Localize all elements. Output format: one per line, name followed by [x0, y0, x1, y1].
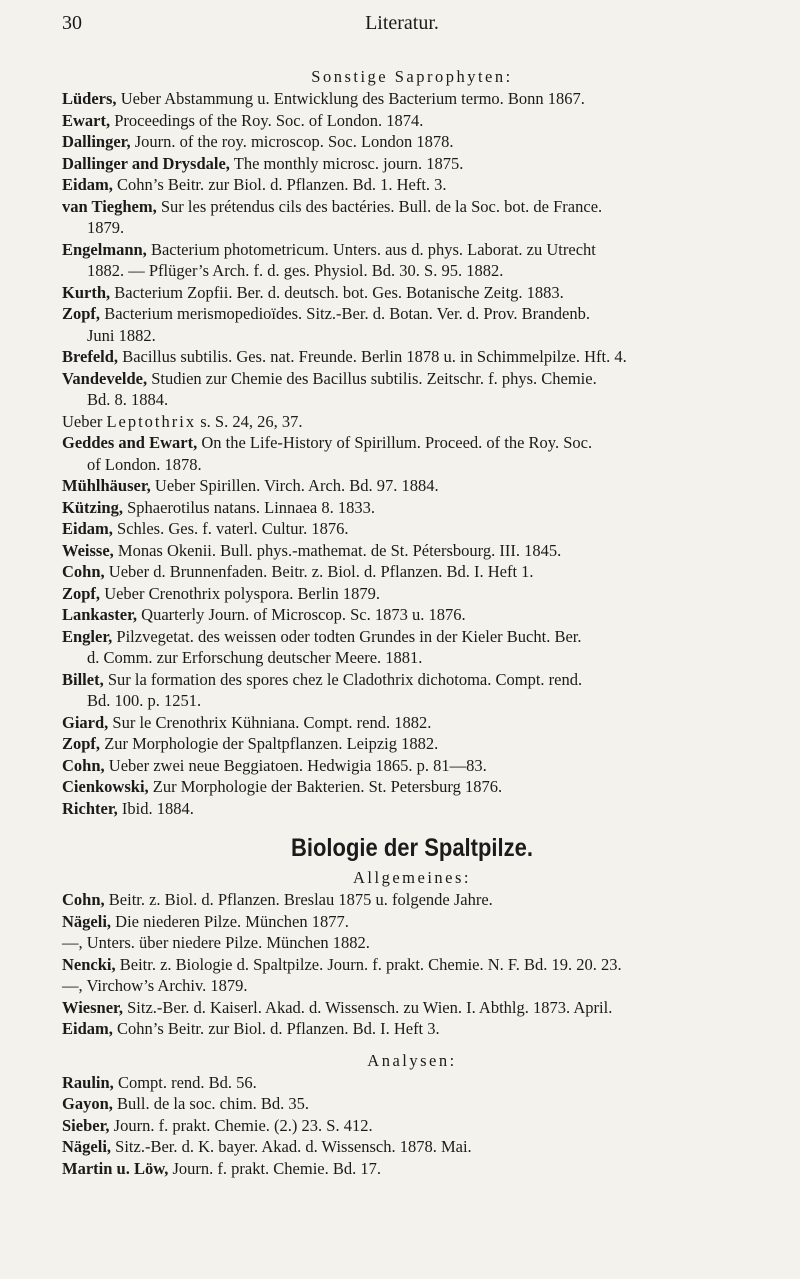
reference-text: Bacillus subtilis. Ges. nat. Freunde. Berlin 1878 u. in Schimmelpilze. Hft. 4. — [118, 347, 627, 366]
reference-entry — [62, 626, 762, 669]
reference-entry — [62, 712, 762, 734]
reference-entry — [62, 303, 762, 346]
reference-entry — [62, 1018, 762, 1040]
reference-text: Sur les prétendus cils des bactéries. Bull. de la Soc. bot. de France. — [156, 196, 603, 216]
reference-author: Zopf, — [62, 304, 101, 323]
running-title: Literatur. — [365, 12, 439, 34]
reference-author: Geddes and Ewart, — [62, 433, 198, 452]
reference-author: Richter, — [62, 798, 118, 818]
reference-entry — [62, 88, 762, 110]
reference-text: Ueber — [62, 411, 107, 431]
reference-author: Giard, — [62, 712, 109, 732]
reference-list-analysen — [62, 1072, 762, 1180]
reference-author: Eidam, — [62, 519, 113, 538]
reference-author: Cienkowski, — [62, 777, 149, 796]
reference-continuation-line: 1882. — Pflüger’s Arch. f. d. ges. Physiol. Bd. 30. S. 95. 1882. — [87, 261, 504, 280]
section-heading-saprophyten: Sonstige Saprophyten: — [311, 67, 513, 86]
reference-entry — [62, 196, 762, 239]
reference-text: Beitr. z. Biol. d. Pflanzen. Breslau 1875 u. folgende Jahre. — [104, 890, 493, 909]
reference-author: Kützing, — [62, 497, 123, 517]
reference-text: Die niederen Pilze. München 1877. — [111, 911, 349, 931]
reference-text: Journ. f. prakt. Chemie. (2.) 23. S. 412. — [109, 1115, 373, 1135]
reference-entry — [62, 239, 762, 282]
reference-entry — [62, 954, 762, 976]
reference-author: Weisse, — [62, 540, 114, 560]
reference-text: Journ. of the roy. microscop. Soc. London 1878. — [130, 132, 454, 151]
reference-entry — [62, 411, 762, 433]
reference-text: Journ. f. prakt. Chemie. Bd. 17. — [168, 1158, 381, 1178]
reference-entry — [62, 911, 762, 933]
reference-entry — [62, 932, 762, 954]
reference-entry — [62, 1115, 762, 1137]
reference-spaced-term: Leptothrix — [106, 411, 197, 431]
reference-text: Quarterly Journ. of Microscop. Sc. 1873 u. 1876. — [137, 605, 466, 624]
reference-author: Nägeli, — [62, 1137, 112, 1156]
reference-author: Dallinger and Drysdale, — [62, 153, 230, 173]
reference-entry — [62, 153, 762, 175]
reference-text: Bull. de la soc. chim. Bd. 35. — [112, 1094, 310, 1113]
page-content — [62, 66, 762, 1179]
reference-entry — [62, 604, 762, 626]
reference-entry — [62, 432, 762, 475]
reference-continuation-line: Juni 1882. — [87, 325, 156, 345]
reference-author: Lankaster, — [62, 605, 138, 624]
reference-list-saprophyten — [62, 88, 762, 819]
reference-author: Mühlhäuser, — [62, 476, 151, 495]
reference-author: Brefeld, — [62, 347, 119, 366]
reference-text: Ueber zwei neue Beggiatoen. Hedwigia 1865. p. 81—83. — [104, 755, 487, 775]
reference-author: Raulin, — [62, 1072, 114, 1092]
reference-text: —, Unters. über niedere Pilze. München 1882. — [62, 933, 370, 952]
reference-entry — [62, 1093, 762, 1115]
reference-entry — [62, 518, 762, 540]
reference-text: Sur la formation des spores chez le Cladothrix dichotoma. Compt. rend. — [103, 669, 583, 689]
reference-entry — [62, 540, 762, 562]
reference-text: Ibid. 1884. — [117, 798, 194, 818]
reference-author: Eidam, — [62, 1019, 113, 1038]
reference-entry — [62, 975, 762, 997]
reference-text: Sitz.-Ber. d. K. bayer. Akad. d. Wissensch. 1878. Mai. — [111, 1137, 472, 1156]
reference-text: Bacterium photometricum. Unters. aus d. phys. Laborat. zu Utrecht — [146, 239, 596, 259]
reference-author: Nencki, — [62, 954, 116, 974]
reference-text-continued: s. S. 24, 26, 37. — [196, 411, 303, 431]
reference-entry — [62, 368, 762, 411]
reference-text: Pilzvegetat. des weissen oder todten Grundes in der Kieler Bucht. Ber. — [112, 626, 582, 646]
reference-author: Ewart, — [62, 110, 111, 130]
reference-entry — [62, 755, 762, 777]
reference-text: Sitz.-Ber. d. Kaiserl. Akad. d. Wissensch. zu Wien. I. Abthlg. 1873. April. — [122, 997, 613, 1017]
reference-continuation-line: of London. 1878. — [87, 454, 202, 474]
reference-author: Vandevelde, — [62, 368, 148, 388]
reference-text: —, Virchow’s Archiv. 1879. — [62, 976, 248, 995]
reference-author: Eidam, — [62, 175, 113, 194]
reference-text: Bacterium merismopedioïdes. Sitz.-Ber. d. Botan. Ver. d. Prov. Brandenb. — [100, 304, 590, 323]
reference-entry — [62, 776, 762, 798]
reference-text: Bacterium Zopfii. Ber. d. deutsch. bot. Ges. Botanische Zeitg. 1883. — [110, 282, 564, 302]
reference-author: Sieber, — [62, 1115, 110, 1135]
reference-author: Wiesner, — [62, 997, 123, 1017]
reference-entry — [62, 497, 762, 519]
reference-continuation-line: 1879. — [87, 218, 125, 237]
reference-entry — [62, 583, 762, 605]
reference-entry — [62, 889, 762, 911]
reference-entry — [62, 561, 762, 583]
reference-text: Sur le Crenothrix Kühniana. Compt. rend. 1882. — [108, 712, 432, 732]
reference-entry — [62, 997, 762, 1019]
reference-author: Gayon, — [62, 1094, 113, 1113]
reference-continuation-line: d. Comm. zur Erforschung deutscher Meere. 1881. — [87, 648, 423, 667]
reference-text: On the Life-History of Spirillum. Proceed. of the Roy. Soc. — [197, 433, 593, 452]
reference-text: Zur Morphologie der Spaltpflanzen. Leipzig 1882. — [100, 734, 439, 753]
section-heading-analysen: Analysen: — [367, 1050, 457, 1070]
reference-entry — [62, 282, 762, 304]
reference-author: Kurth, — [62, 282, 111, 302]
reference-text: Ueber Spirillen. Virch. Arch. Bd. 97. 1884. — [150, 476, 439, 495]
reference-entry — [62, 1158, 762, 1180]
reference-text: Cohn’s Beitr. zur Biol. d. Pflanzen. Bd. I. Heft 3. — [112, 1019, 440, 1038]
reference-text: Studien zur Chemie des Bacillus subtilis. Zeitschr. f. phys. Chemie. — [147, 368, 597, 388]
section-heading-allgemeines: Allgemeines: — [353, 868, 471, 887]
reference-author: Cohn, — [62, 890, 105, 909]
page-header — [62, 12, 742, 38]
reference-author: Zopf, — [62, 734, 101, 753]
reference-text: Ueber Abstammung u. Entwicklung des Bacterium termo. Bonn 1867. — [116, 89, 585, 108]
reference-author: Cohn, — [62, 755, 105, 775]
reference-author: Cohn, — [62, 562, 105, 581]
reference-text: The monthly microsc. journ. 1875. — [229, 153, 464, 173]
reference-text: Proceedings of the Roy. Soc. of London. 1874. — [110, 110, 424, 130]
reference-entry — [62, 174, 762, 196]
reference-text: Ueber d. Brunnenfaden. Beitr. z. Biol. d. Pflanzen. Bd. I. Heft 1. — [104, 562, 534, 581]
reference-entry — [62, 110, 762, 132]
page-number: 30 — [62, 12, 82, 34]
reference-list-allgemeines — [62, 889, 762, 1040]
reference-entry — [62, 1136, 762, 1158]
section-title-biologie: Biologie der Spaltpilze. — [290, 834, 534, 862]
reference-entry — [62, 669, 762, 712]
reference-entry — [62, 131, 762, 153]
reference-entry — [62, 798, 762, 820]
reference-entry — [62, 1072, 762, 1094]
reference-entry — [62, 475, 762, 497]
reference-author: van Tieghem, — [62, 196, 157, 216]
reference-continuation-line: Bd. 8. 1884. — [87, 390, 169, 409]
reference-text: Sphaerotilus natans. Linnaea 8. 1833. — [122, 497, 375, 517]
reference-author: Engelmann, — [62, 239, 147, 259]
reference-author: Martin u. Löw, — [62, 1158, 169, 1178]
reference-text: Beitr. z. Biologie d. Spaltpilze. Journ. f. prakt. Chemie. N. F. Bd. 19. 20. 23. — [115, 954, 622, 974]
reference-text: Compt. rend. Bd. 56. — [113, 1072, 257, 1092]
reference-text: Zur Morphologie der Bakterien. St. Petersburg 1876. — [148, 777, 503, 796]
reference-author: Dallinger, — [62, 132, 131, 151]
reference-author: Engler, — [62, 626, 113, 646]
reference-author: Nägeli, — [62, 911, 112, 931]
reference-author: Zopf, — [62, 583, 101, 603]
reference-entry — [62, 733, 762, 755]
reference-text: Monas Okenii. Bull. phys.-mathemat. de St. Pétersbourg. III. 1845. — [113, 540, 562, 560]
reference-text: Schles. Ges. f. vaterl. Cultur. 1876. — [112, 519, 349, 538]
reference-text: Ueber Crenothrix polyspora. Berlin 1879. — [100, 583, 381, 603]
reference-text: Cohn’s Beitr. zur Biol. d. Pflanzen. Bd. 1. Heft. 3. — [112, 175, 447, 194]
reference-entry — [62, 346, 762, 368]
reference-author: Billet, — [62, 669, 104, 689]
reference-continuation-line: Bd. 100. p. 1251. — [87, 691, 202, 710]
reference-author: Lüders, — [62, 89, 117, 108]
